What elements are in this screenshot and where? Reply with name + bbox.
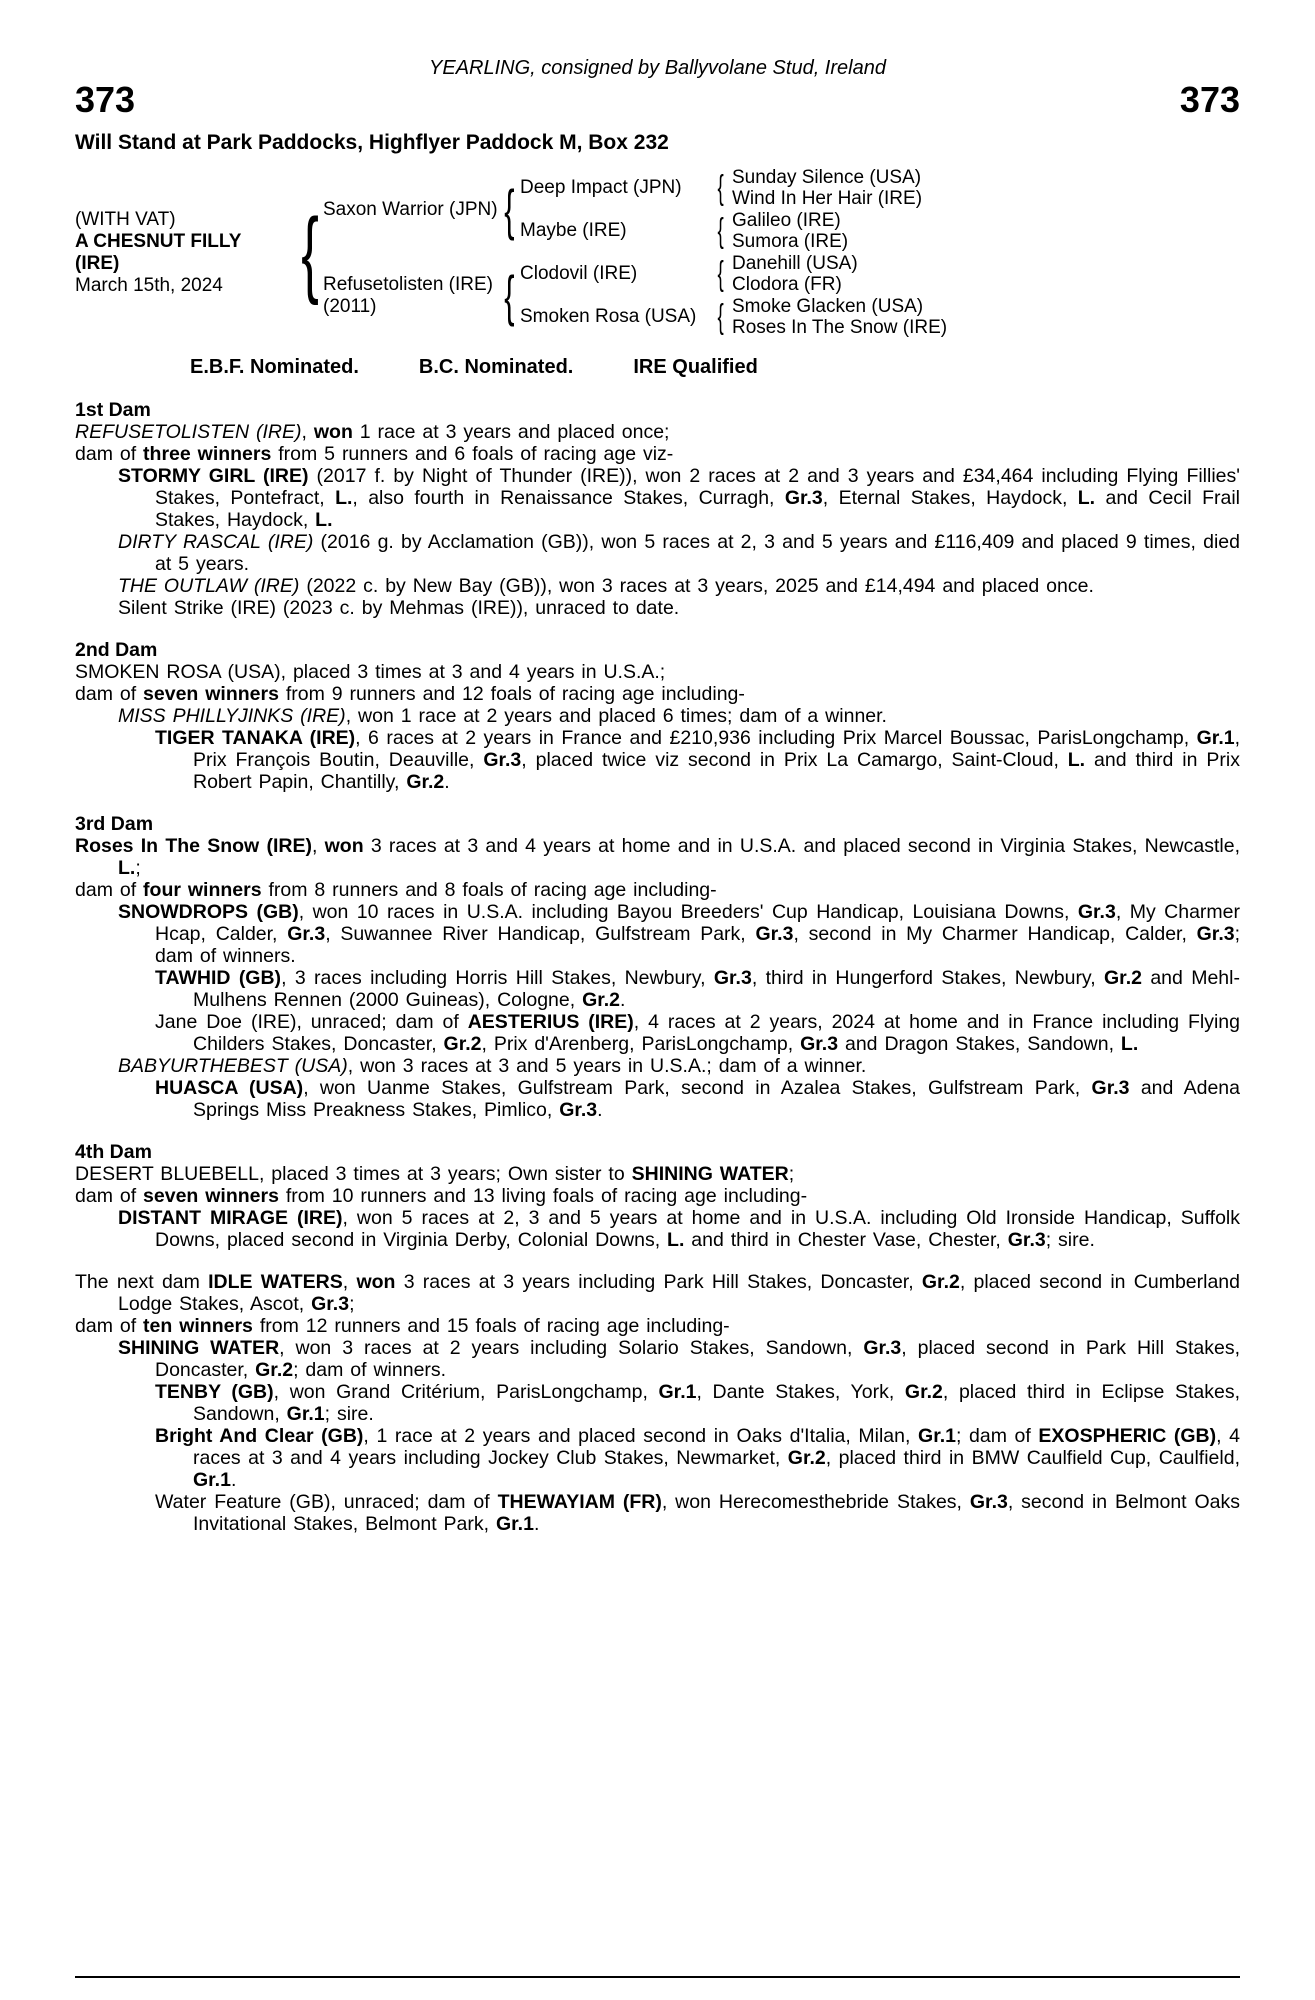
pedigree-paragraph — [75, 531, 1240, 575]
brace-glyph: { — [503, 263, 515, 327]
text-segment: and Adena Springs Miss Preakness Stakes, Pimlico, — [193, 1076, 1240, 1121]
pedigree-paragraph — [75, 465, 1240, 531]
text-segment: ; — [349, 1292, 355, 1315]
dam-name: Refusetolisten (IRE) — [323, 274, 494, 296]
text-segment: won — [313, 420, 353, 443]
text-segment: Gr.2 — [406, 770, 445, 793]
pedigree-paragraph — [75, 879, 1240, 901]
text-segment: four winners — [143, 878, 262, 901]
pedigree-brace-icon — [710, 253, 732, 296]
lot-number-right: 373 — [1179, 79, 1240, 120]
text-segment: SHINING WATER — [118, 1336, 280, 1359]
text-segment: Gr.3 — [713, 966, 752, 989]
pedigree-paragraph — [75, 443, 1240, 465]
text-segment: Gr.3 — [1007, 1228, 1046, 1251]
catalogue-sections — [75, 399, 1240, 1535]
text-segment: , also fourth in Renaissance Stakes, Curragh, — [352, 486, 785, 509]
pedigree-brace-icon — [498, 167, 520, 253]
text-segment: ; — [788, 1162, 795, 1185]
gen3-name: Galileo (IRE) — [732, 209, 841, 231]
text-segment: L. — [315, 508, 333, 531]
foaling-date: March 15th, 2024 — [75, 274, 223, 296]
text-segment: , won Herecomesthebride Stakes, — [661, 1490, 970, 1513]
pedigree-paragraph — [75, 967, 1240, 1011]
pedigree-paragraph — [75, 1207, 1240, 1251]
text-segment: . — [444, 770, 450, 793]
text-segment: Gr.3 — [1091, 1076, 1130, 1099]
text-segment: , — [311, 834, 325, 857]
text-segment: Gr.1 — [286, 1402, 325, 1425]
text-segment: L. — [1077, 486, 1096, 509]
gen2-name: Deep Impact (JPN) — [520, 177, 682, 199]
text-segment: 3 races at 3 and 4 years at home and in U.S.A. and placed second in Virginia Stakes, Newcastle, — [363, 834, 1240, 857]
pedigree-brace-icon — [710, 296, 732, 339]
text-segment: , won 10 races in U.S.A. including Bayou Breeders' Cup Handicap, Louisiana Downs, — [298, 900, 1078, 923]
dam-section — [75, 1271, 1240, 1535]
text-segment: DISTANT MIRAGE (IRE) — [118, 1206, 343, 1229]
text-segment: (2022 c. by New Bay (GB)), won 3 races at 3 years, 2025 and £14,494 and placed once. — [299, 574, 1094, 597]
gen3-name: Clodora (FR) — [732, 274, 842, 296]
brace-glyph: { — [717, 169, 725, 208]
text-segment: Gr.3 — [1196, 922, 1235, 945]
text-segment: 3 races at 3 years including Park Hill Stakes, Doncaster, — [395, 1270, 922, 1293]
text-segment: from 5 runners and 6 foals of racing age viz- — [271, 442, 674, 465]
gen3-cell — [732, 253, 1240, 275]
text-segment: . — [620, 988, 626, 1011]
lot-horse-name: A CHESNUT FILLY — [75, 230, 242, 252]
gen3-name: Wind In Her Hair (IRE) — [732, 188, 923, 210]
gen3-cell — [732, 210, 1240, 232]
text-segment: dam of — [75, 1314, 144, 1337]
section-heading: 4th Dam — [75, 1140, 152, 1163]
gen2-cell — [520, 296, 710, 339]
text-segment: and Cecil Frail Stakes, Haydock, — [155, 486, 1240, 531]
gen2-cell — [520, 210, 710, 253]
text-segment: STORMY GIRL (IRE) — [118, 464, 309, 487]
text-segment: AESTERIUS (IRE) — [467, 1010, 634, 1033]
text-segment: Gr.2 — [787, 1446, 826, 1469]
text-segment: THEWAYIAM (FR) — [497, 1490, 662, 1513]
text-segment: , 1 race at 2 years and placed second in Oaks d'Italia, Milan, — [363, 1424, 919, 1447]
pedigree-brace-icon — [710, 210, 732, 253]
pedigree-brace-icon — [498, 253, 520, 339]
pedigree-paragraph — [75, 1337, 1240, 1381]
text-segment: dam of — [75, 878, 144, 901]
section-heading: 1st Dam — [75, 398, 151, 421]
text-segment: Gr.1 — [1196, 726, 1235, 749]
dam-section — [75, 399, 1240, 619]
text-segment: ; dam of winners. — [293, 1358, 447, 1381]
lot-number-row — [75, 79, 1240, 120]
stand-location-line: Will Stand at Park Paddocks, Highflyer Paddock M, Box 232 — [75, 130, 669, 154]
text-segment: TIGER TANAKA (IRE) — [155, 726, 356, 749]
text-segment: , — [301, 420, 314, 443]
lot-details — [75, 167, 297, 339]
pedigree-paragraph — [75, 1163, 1240, 1185]
text-segment: ; sire. — [324, 1402, 374, 1425]
text-segment: Jane Doe (IRE), unraced; dam of — [155, 1010, 468, 1033]
text-segment: , 6 races at 2 years in France and £210,936 including Prix Marcel Boussac, ParisLongchamp, — [355, 726, 1197, 749]
pedigree-paragraph — [75, 901, 1240, 967]
text-segment: Gr.1 — [658, 1380, 697, 1403]
text-segment: , My Charmer Hcap, Calder, — [155, 900, 1240, 945]
text-segment: Gr.3 — [311, 1292, 350, 1315]
ebf-nominated-label: E.B.F. Nominated. — [190, 355, 359, 378]
text-segment: Gr.2 — [582, 988, 621, 1011]
gen2-cell — [520, 167, 710, 210]
gen2-name: Maybe (IRE) — [520, 220, 627, 242]
text-segment: dam of — [75, 682, 144, 705]
text-segment: HUASCA (USA) — [155, 1076, 304, 1099]
text-segment: IDLE WATERS — [208, 1270, 343, 1293]
vat-note: (WITH VAT) — [75, 208, 176, 230]
text-segment: won — [356, 1270, 396, 1293]
text-segment: SNOWDROPS (GB) — [118, 900, 299, 923]
text-segment: , 4 races at 3 and 4 years including Jockey Club Stakes, Newmarket, — [193, 1424, 1241, 1469]
lot-horse-country: (IRE) — [75, 252, 120, 274]
gen3-cell — [732, 317, 1240, 339]
gen2-cell — [520, 253, 710, 296]
text-segment: Roses In The Snow (IRE) — [75, 834, 312, 857]
text-segment: Gr.2 — [255, 1358, 294, 1381]
text-segment: from 12 runners and 15 foals of racing age including- — [252, 1314, 730, 1337]
footer-rule — [75, 1976, 1240, 1978]
text-segment: The next dam — [75, 1270, 209, 1293]
text-segment: L. — [1067, 748, 1086, 771]
text-segment: three winners — [143, 442, 272, 465]
text-segment: , second in My Charmer Handicap, Calder, — [793, 922, 1197, 945]
pedigree-paragraph — [75, 575, 1240, 597]
brace-glyph: { — [717, 298, 725, 337]
text-segment: won — [324, 834, 364, 857]
text-segment: , Eternal Stakes, Haydock, — [822, 486, 1078, 509]
text-segment: Gr.3 — [1077, 900, 1116, 923]
text-segment: , third in Hungerford Stakes, Newbury, — [751, 966, 1105, 989]
text-segment: , placed second in Park Hill Stakes, Doncaster, — [155, 1336, 1240, 1381]
brace-glyph: { — [717, 255, 725, 294]
text-segment: Gr.2 — [904, 1380, 943, 1403]
gen2-name: Smoken Rosa (USA) — [520, 306, 697, 328]
gen3-cell — [732, 167, 1240, 189]
text-segment: , won Uanme Stakes, Gulfstream Park, second in Azalea Stakes, Gulfstream Park, — [303, 1076, 1092, 1099]
text-segment: Gr.3 — [287, 922, 326, 945]
section-heading: 2nd Dam — [75, 638, 158, 661]
text-segment: and third in Prix Robert Papin, Chantilly, — [193, 748, 1240, 793]
text-segment: Gr.3 — [559, 1098, 598, 1121]
text-segment: EXOSPHERIC (GB) — [1038, 1424, 1217, 1447]
text-segment: . — [597, 1098, 603, 1121]
text-segment: BABYURTHEBEST (USA) — [118, 1054, 348, 1077]
text-segment: , placed third in BMW Caulfield Cup, Caulfield, — [825, 1446, 1240, 1469]
pedigree-brace-icon — [297, 167, 323, 339]
text-segment: DIRTY RASCAL (IRE) — [118, 530, 314, 553]
text-segment: Gr.1 — [918, 1424, 956, 1447]
text-segment: from 9 runners and 12 foals of racing age including- — [278, 682, 745, 705]
text-segment: Gr.3 — [483, 748, 522, 771]
text-segment: ; dam of winners. — [155, 922, 1241, 967]
text-segment: SHINING WATER — [631, 1162, 789, 1185]
pedigree-paragraph — [75, 1077, 1240, 1121]
text-segment: . — [230, 1468, 237, 1491]
text-segment: , 3 races including Horris Hill Stakes, Newbury, — [281, 966, 714, 989]
pedigree-brace-icon — [710, 167, 732, 210]
sire-name: Saxon Warrior (JPN) — [323, 198, 498, 220]
text-segment: , won 5 races at 2, 3 and 5 years at home and in U.S.A. including Old Ironside Handicap, Suffolk Downs, placed second in Virginia Derby, Colonial Downs, — [155, 1206, 1240, 1251]
text-segment: Gr.2 — [443, 1032, 482, 1055]
pedigree-paragraph — [75, 1011, 1240, 1055]
gen3-cell — [732, 296, 1240, 318]
text-segment: Bright And Clear (GB) — [155, 1424, 364, 1447]
text-segment: THE OUTLAW (IRE) — [118, 574, 300, 597]
text-segment: L. — [335, 486, 353, 509]
text-segment: ; dam of — [955, 1424, 1039, 1447]
text-segment: , second in Belmont Oaks Invitational Stakes, Belmont Park, — [193, 1490, 1240, 1535]
pedigree-paragraph — [75, 683, 1240, 705]
text-segment: from 10 runners and 13 living foals of racing age including- — [278, 1184, 808, 1207]
text-segment: ten winners — [143, 1314, 253, 1337]
text-segment: Water Feature (GB), unraced; dam of — [155, 1490, 498, 1513]
dam-cell — [323, 253, 498, 339]
gen3-name: Roses In The Snow (IRE) — [732, 317, 948, 339]
text-segment: (2017 f. by Night of Thunder (IRE)), won 2 races at 2 and 3 years and £34,464 including Flying Fillies' Stakes, Pontefract, — [155, 464, 1240, 509]
pedigree-tree — [75, 167, 1240, 339]
section-heading: 3rd Dam — [75, 812, 154, 835]
pedigree-paragraph — [75, 1315, 1240, 1337]
text-segment: Gr.3 — [800, 1032, 839, 1055]
bc-nominated-label: B.C. Nominated. — [418, 355, 574, 378]
pedigree-paragraph — [75, 1425, 1240, 1491]
pedigree-paragraph — [75, 1271, 1240, 1315]
text-segment: , won 3 races at 2 years including Solario Stakes, Sandown, — [279, 1336, 864, 1359]
gen3-cell — [732, 231, 1240, 253]
text-segment: , 4 races at 2 years, 2024 at home and in France including Flying Childers Stakes, Doncaster, — [193, 1010, 1240, 1055]
text-segment: DESERT BLUEBELL, placed 3 times at 3 years; Own sister to — [75, 1162, 632, 1185]
text-segment: Gr.2 — [921, 1270, 960, 1293]
text-segment: and third in Chester Vase, Chester, — [684, 1228, 1008, 1251]
text-segment: , Prix d'Arenberg, ParisLongchamp, — [481, 1032, 801, 1055]
text-segment: Gr.3 — [755, 922, 794, 945]
text-segment: TENBY (GB) — [155, 1380, 274, 1403]
pedigree-paragraph — [75, 727, 1240, 793]
lot-number-left: 373 — [75, 79, 136, 120]
text-segment: , won Grand Critérium, ParisLongchamp, — [273, 1380, 659, 1403]
pedigree-paragraph — [75, 661, 1240, 683]
text-segment: Gr.1 — [193, 1468, 231, 1491]
sire-cell — [323, 167, 498, 253]
text-segment: SMOKEN ROSA (USA), placed 3 times at 3 and 4 years in U.S.A.; — [75, 660, 666, 683]
text-segment: and Dragon Stakes, Sandown, — [838, 1032, 1121, 1055]
text-segment: ; — [135, 856, 141, 879]
pedigree-paragraph — [75, 835, 1240, 879]
text-segment: REFUSETOLISTEN (IRE) — [75, 420, 302, 443]
text-segment: , Prix François Boutin, Deauville, — [193, 726, 1241, 771]
text-segment: , won 1 race at 2 years and placed 6 times; dam of a winner. — [345, 704, 887, 727]
dam-year: (2011) — [323, 295, 377, 317]
pedigree-paragraph — [75, 1055, 1240, 1077]
text-segment: L. — [667, 1228, 685, 1251]
text-segment: , placed second in Cumberland Lodge Stakes, Ascot, — [118, 1270, 1240, 1315]
text-segment: seven winners — [143, 682, 279, 705]
gen2-name: Clodovil (IRE) — [520, 263, 638, 285]
text-segment: L. — [1120, 1032, 1139, 1055]
text-segment: Gr.3 — [863, 1336, 902, 1359]
pedigree-paragraph — [75, 597, 1240, 619]
pedigree-paragraph — [75, 1381, 1240, 1425]
text-segment: Gr.3 — [969, 1490, 1008, 1513]
text-segment: 1 race at 3 years and placed once; — [352, 420, 670, 443]
text-segment: MISS PHILLYJINKS (IRE) — [118, 704, 346, 727]
text-segment: TAWHID (GB) — [155, 966, 282, 989]
text-segment: , won 3 races at 3 and 5 years in U.S.A.; dam of a winner. — [347, 1054, 867, 1077]
text-segment: L. — [118, 856, 136, 879]
text-segment: (2016 g. by Acclamation (GB)), won 5 races at 2, 3 and 5 years and £116,409 and placed 9 times, died at 5 years. — [155, 530, 1240, 575]
gen3-name: Smoke Glacken (USA) — [732, 295, 924, 317]
text-segment: , Dante Stakes, York, — [696, 1380, 905, 1403]
text-segment: from 8 runners and 8 foals of racing age including- — [261, 878, 717, 901]
consignor-line: YEARLING, consigned by Ballyvolane Stud, Ireland — [429, 57, 886, 79]
brace-glyph: { — [503, 177, 515, 241]
pedigree-paragraph — [75, 1491, 1240, 1535]
pedigree-paragraph — [75, 1185, 1240, 1207]
text-segment: , — [342, 1270, 357, 1293]
ire-qualified-label: IRE Qualified — [633, 355, 758, 378]
text-segment: seven winners — [143, 1184, 279, 1207]
text-segment: Gr.2 — [1104, 966, 1142, 989]
text-segment: and Mehl-Mulhens Rennen (2000 Guineas), Cologne, — [193, 966, 1240, 1011]
text-segment: , placed third in Eclipse Stakes, Sandown, — [193, 1380, 1240, 1425]
text-segment: dam of — [75, 1184, 144, 1207]
text-segment: Silent Strike (IRE) (2023 c. by Mehmas (IRE)), unraced to date. — [118, 596, 680, 619]
gen3-name: Sunday Silence (USA) — [732, 166, 922, 188]
text-segment: Gr.1 — [495, 1512, 534, 1535]
text-segment: . — [533, 1512, 540, 1535]
gen3-cell — [732, 188, 1240, 210]
dam-section — [75, 1141, 1240, 1251]
dam-section — [75, 639, 1240, 793]
text-segment: , placed twice viz second in Prix La Camargo, Saint-Cloud, — [521, 748, 1068, 771]
nominations-row — [190, 355, 1240, 379]
pedigree-paragraph — [75, 705, 1240, 727]
text-segment: , Suwannee River Handicap, Gulfstream Park, — [325, 922, 756, 945]
brace-glyph: { — [301, 198, 319, 306]
gen3-cell — [732, 274, 1240, 296]
text-segment: ; sire. — [1045, 1228, 1095, 1251]
brace-glyph: { — [717, 212, 725, 251]
dam-section — [75, 813, 1240, 1121]
text-segment: Gr.3 — [784, 486, 823, 509]
text-segment: dam of — [75, 442, 144, 465]
pedigree-paragraph — [75, 421, 1240, 443]
gen3-name: Danehill (USA) — [732, 252, 858, 274]
gen3-name: Sumora (IRE) — [732, 231, 849, 253]
